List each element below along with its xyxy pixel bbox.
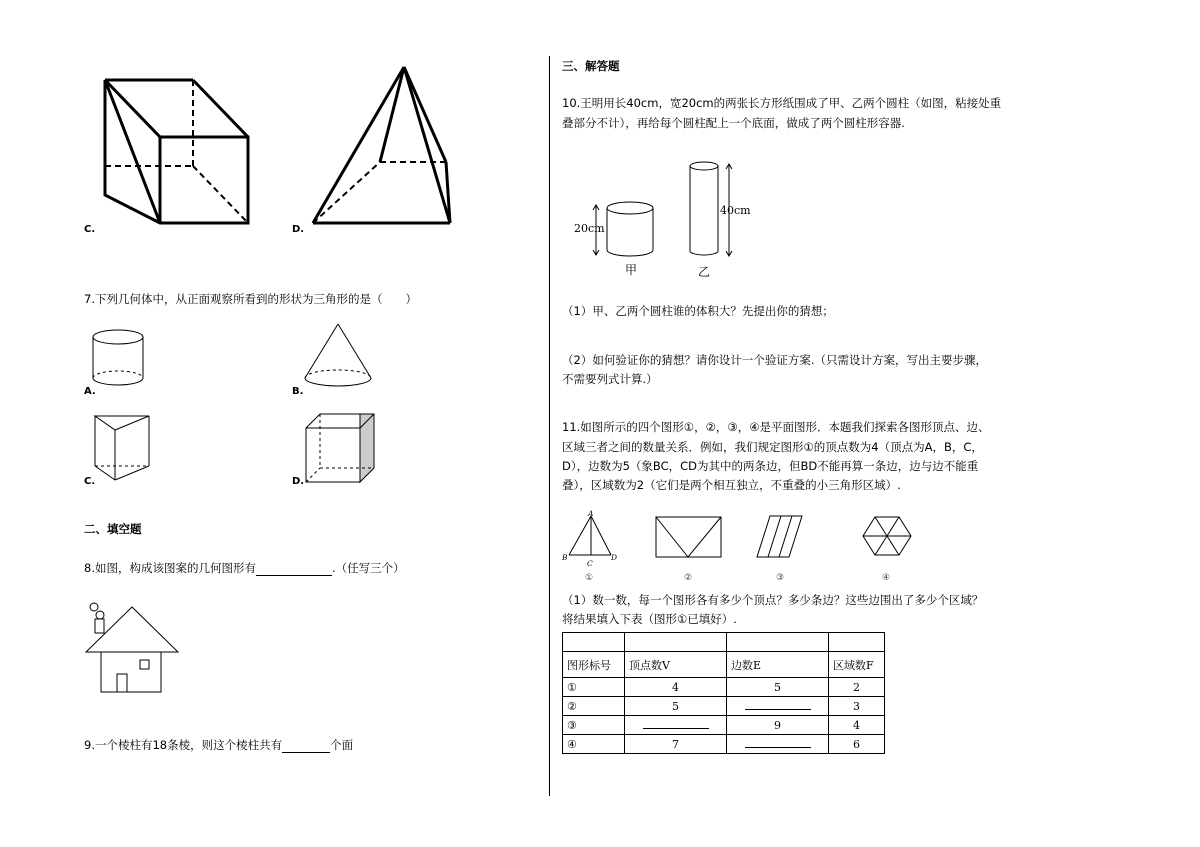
cell-regions: 2 [829,678,885,697]
cell-figure: ④ [563,735,625,754]
cylinder-a-height: 20cm [574,222,605,235]
cell-regions: 6 [829,735,885,754]
table-row [563,697,885,716]
cylinder-a-name: 甲 [625,263,638,277]
cuboid-figure-c [100,75,255,230]
q8-text-pre: 8.如图，构成该图案的几何图形有 [84,561,256,575]
table-spacer-row [563,633,885,652]
q11-line-2: 区域三者之间的数量关系．例如，我们规定图形①的顶点数为4（顶点为A，B，C， [562,440,983,454]
header-figure-no: 图形标号 [563,652,625,678]
q8-question [84,560,405,576]
cell-vertices: 7 [625,735,727,754]
cell-regions: 4 [829,716,885,735]
q7-question: 7.下列几何体中，从正面观察所看到的形状为三角形的是（ ） [84,292,417,306]
q11-line-3: D），边数为5（象BC，CD为其中的两条边，但BD不能再算一条边，边与边不能重 [562,459,979,473]
cell-vertices: 4 [625,678,727,697]
header-vertices: 顶点数V [625,652,727,678]
header-regions: 区域数F [829,652,885,678]
figure-1-label: ① [585,573,594,583]
section-answer-heading: 三、解答题 [562,59,620,73]
q7-option-b-label: B. [292,386,304,397]
table-row [563,678,885,697]
cell-figure: ② [563,697,625,716]
q7-option-d-label: D. [292,476,305,487]
pyramid-figure-d [310,65,455,225]
point-d-label: D [611,553,618,562]
q7-option-a-label: A. [84,386,96,397]
cylinder-figure-a [92,328,147,388]
planar-figures [560,508,920,586]
cell-edges: 5 [727,678,829,697]
two-cylinders-figure [570,158,770,283]
cell-edges-blank[interactable] [727,735,829,754]
cell-edges: 9 [727,716,829,735]
cube-figure-d [304,412,376,484]
cone-figure-b [303,322,373,390]
triangular-prism-figure-c [93,414,153,484]
q8-text-post: .（任写三个） [331,561,405,575]
edges-answer-blank[interactable] [745,737,811,748]
point-c-label: C [587,559,593,568]
q10-line-1: 10.王明用长40cm，宽20cm的两张长方形纸围成了甲、乙两个圆柱（如图，粘接处重 [562,96,1002,110]
q11-sub-question-1-line-2: 将结果填入下表（图形①已填好）. [562,612,737,626]
point-b-label: B [562,553,568,562]
q10-sub-question-2-line-1: （2）如何验证你的猜想？请你设计一个验证方案.（只需设计方案，写出主要步骤， [562,353,987,367]
q9-text-pre: 9.一个棱柱有18条棱，则这个棱柱共有 [84,738,283,752]
cell-vertices: 5 [625,697,727,716]
q8-answer-blank[interactable] [256,563,332,576]
cell-regions: 3 [829,697,885,716]
column-divider [549,56,550,796]
vertices-answer-blank[interactable] [643,718,709,729]
header-edges: 边数E [727,652,829,678]
figure-2-label: ② [684,573,693,583]
figure-3-label: ③ [776,573,785,583]
cell-edges-blank[interactable] [727,697,829,716]
q7-option-c-label: C. [84,476,96,487]
q10-sub-question-2-line-2: 不需要列式计算.） [562,372,658,386]
q11-line-1: 11.如图所示的四个图形①，②，③，④是平面图形．本题我们探索各图形顶点、边、 [562,420,990,434]
q6-option-d-label: D. [292,224,305,235]
house-figure [84,602,179,697]
table-row [563,716,885,735]
section-fill-in-heading: 二、填空题 [84,522,142,536]
q6-option-c-label: C. [84,224,96,235]
q11-sub-question-1-line-1: （1）数一数，每一个图形各有多少个顶点？多少条边？这些边围出了多少个区域？ [562,593,984,607]
cylinder-b-name: 乙 [698,265,711,279]
table-header-row [563,652,885,678]
edges-answer-blank[interactable] [745,699,811,710]
q10-line-2: 叠部分不计），再给每个圆柱配上一个底面，做成了两个圆柱形容器. [562,116,905,130]
q10-sub-question-1: （1）甲、乙两个圆柱谁的体积大？先提出你的猜想； [562,304,834,318]
cell-figure: ③ [563,716,625,735]
table-row [563,735,885,754]
cell-vertices-blank[interactable] [625,716,727,735]
cell-figure: ① [563,678,625,697]
point-a-label: A [588,509,594,518]
q9-answer-blank[interactable] [282,740,330,753]
cylinder-b-height: 40cm [720,204,751,217]
figure-4-label: ④ [882,573,891,583]
q11-line-4: 叠），区域数为2（它们是两个相互独立，不重叠的小三角形区域）. [562,478,901,492]
results-table [562,632,885,754]
q9-question [84,737,353,753]
q9-text-post: 个面 [330,738,354,752]
